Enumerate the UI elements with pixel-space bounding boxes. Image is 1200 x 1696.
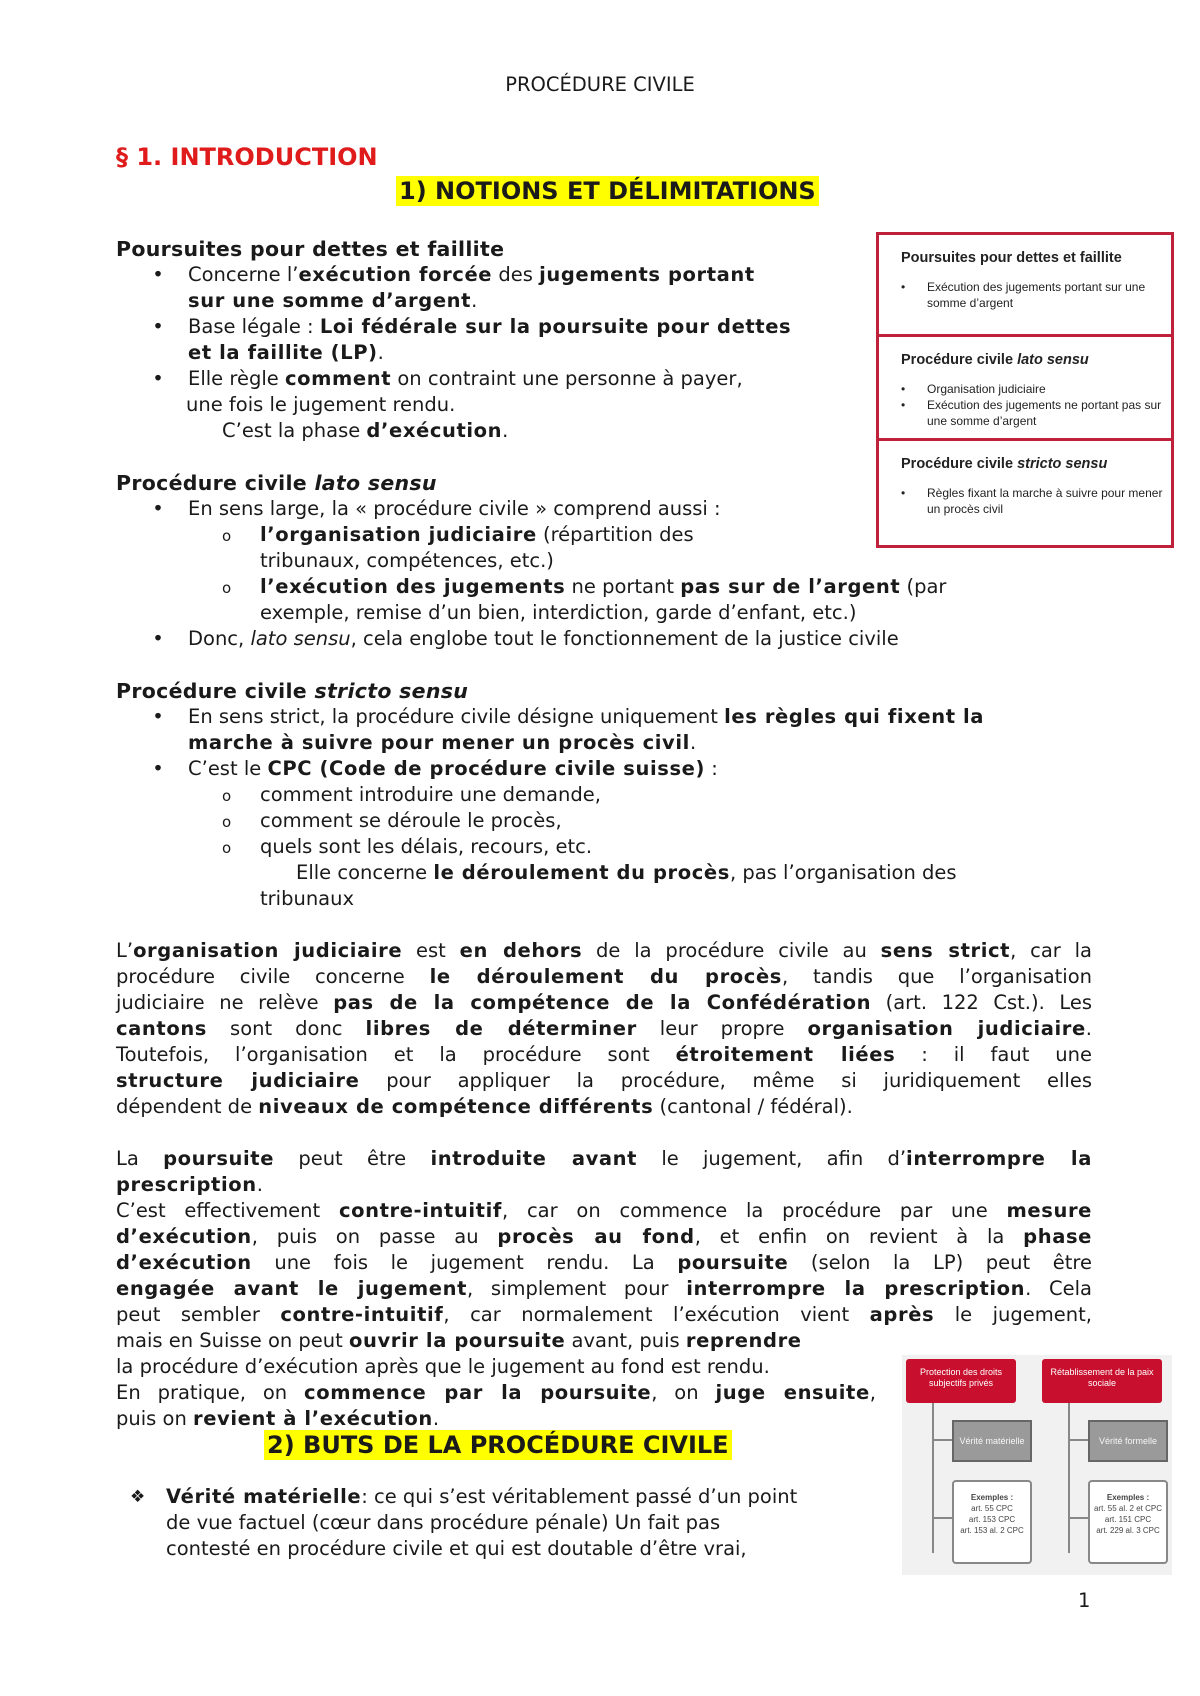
list-item-cont: marche à suivre pour mener un procès civil. — [188, 731, 697, 754]
figure-box-stricto — [876, 438, 1174, 548]
sub-list-item: comment introduire une demande, — [260, 783, 601, 806]
paragraph-line: puis on revient à l’exécution. — [116, 1407, 440, 1430]
figure-box-item: • Règles fixant la marche à suivre pour mener un procès civil — [901, 485, 1171, 517]
bullet-icon: • — [152, 315, 164, 338]
paragraph-line: d’exécution, puis on passe au procès au fond, et enfin on revient à la phase — [116, 1225, 1092, 1248]
figure-box-lato — [876, 334, 1174, 444]
list-item-cont: une fois le jugement rendu. — [186, 393, 456, 416]
paragraph-line: En pratique, on commence par la poursuite, on juge ensuite, — [116, 1381, 876, 1404]
diagram-box-retablissement: Rétablissement de la paix sociale — [1042, 1359, 1162, 1403]
paragraph-line: C’est effectivement contre-intuitif, car on commence la procédure par une mesure — [116, 1199, 1092, 1222]
heading-buts: 2) BUTS DE LA PROCÉDURE CIVILE — [264, 1430, 732, 1460]
subheading-poursuites: Poursuites pour dettes et faillite — [116, 237, 505, 261]
figure-box-poursuites — [876, 232, 1174, 340]
diagram-connector — [1068, 1439, 1088, 1441]
figure-box-title: Procédure civile stricto sensu — [901, 456, 1108, 472]
paragraph-line: La poursuite peut être introduite avant le jugement, afin d’interrompre la — [116, 1147, 1092, 1170]
list-item: C’est le CPC (Code de procédure civile suisse) : — [188, 757, 718, 780]
paragraph-line: la procédure d’exécution après que le jugement au fond est rendu. — [116, 1355, 770, 1378]
diagram-box-verite-formelle: Vérité formelle — [1088, 1420, 1168, 1462]
diagram-connector — [932, 1403, 934, 1553]
diagram-connector — [932, 1517, 952, 1519]
diagram-connector — [1068, 1517, 1088, 1519]
paragraph-line: judiciaire ne relève pas de la compétence de la Confédération (art. 122 Cst.). Les — [116, 991, 1093, 1014]
sub-list-item: quels sont les délais, recours, etc. — [260, 835, 593, 858]
diagram-connector — [932, 1439, 952, 1441]
paragraph-line: peut sembler contre-intuitif, car normalement l’exécution vient après le jugement, — [116, 1303, 1092, 1326]
paragraph-line: prescription. — [116, 1173, 263, 1196]
sub-bullet-icon: o — [222, 787, 232, 805]
paragraph-line: d’exécution une fois le jugement rendu. La poursuite (selon la LP) peut être — [116, 1251, 1092, 1274]
list-item: En sens strict, la procédure civile désigne uniquement les règles qui fixent la — [188, 705, 985, 728]
sub-list-item-cont: tribunaux — [260, 887, 355, 910]
bullet-icon: • — [152, 705, 164, 728]
heading-notions: 1) NOTIONS ET DÉLIMITATIONS — [396, 176, 819, 206]
subheading-stricto-sensu: Procédure civile stricto sensu — [116, 679, 469, 703]
figure-box-item: • Organisation judiciaire — [901, 381, 1171, 397]
list-item-cont: sur une somme d’argent. — [188, 289, 478, 312]
sub-list-item: l’exécution des jugements ne portant pas sur de l’argent (par — [260, 575, 947, 598]
diagram-box-protection: Protection des droits subjectifs privés — [906, 1359, 1016, 1403]
list-item-cont: et la faillite (LP). — [188, 341, 384, 364]
section-title: § 1. INTRODUCTION — [116, 143, 378, 171]
paragraph-line: mais en Suisse on peut ouvrir la poursuite avant, puis reprendre — [116, 1329, 802, 1352]
figure-box-item: • Exécution des jugements portant sur une somme d’argent — [901, 279, 1171, 311]
paragraph-line: engagée avant le jugement, simplement pour interrompre la prescription. Cela — [116, 1277, 1092, 1300]
list-item-cont: C’est la phase d’exécution. — [222, 419, 509, 442]
sub-bullet-icon: o — [222, 839, 232, 857]
sub-bullet-icon: o — [222, 579, 232, 597]
diagram-verite — [902, 1355, 1172, 1575]
diamond-bullet-icon: ❖ — [130, 1487, 146, 1507]
page-number: 1 — [1078, 1589, 1091, 1612]
list-item-cont: contesté en procédure civile et qui est doutable d’être vrai, — [166, 1537, 747, 1560]
subheading-lato-sensu: Procédure civile lato sensu — [116, 471, 437, 495]
figure-box-title: Poursuites pour dettes et faillite — [901, 250, 1122, 266]
bullet-icon: • — [152, 497, 164, 520]
paragraph-line: procédure civile concerne le déroulement du procès, tandis que l’organisation — [116, 965, 1092, 988]
paragraph-line: L’organisation judiciaire est en dehors de la procédure civile au sens strict, car la — [116, 939, 1093, 962]
sub-list-item: comment se déroule le procès, — [260, 809, 562, 832]
diagram-box-examples-left: Exemples : art. 55 CPC art. 153 CPC art. 153 al. 2 CPC — [952, 1480, 1032, 1564]
paragraph-poursuite — [116, 1146, 1092, 1198]
sub-bullet-icon: o — [222, 813, 232, 831]
list-item: Vérité matérielle: ce qui s’est véritablement passé d’un point — [166, 1485, 798, 1508]
figure-box-item: • Exécution des jugements ne portant pas sur une somme d’argent — [901, 397, 1171, 429]
paragraph-line: dépendent de niveaux de compétence différents (cantonal / fédéral). — [116, 1095, 853, 1118]
bullet-icon: • — [152, 367, 164, 390]
bullet-icon: • — [152, 263, 164, 286]
bullet-icon: • — [152, 757, 164, 780]
sub-list-item-cont: Elle concerne le déroulement du procès, pas l’organisation des — [296, 861, 957, 884]
figure-box-title: Procédure civile lato sensu — [901, 352, 1089, 368]
paragraph-line: structure judiciaire pour appliquer la procédure, même si juridiquement elles — [116, 1069, 1092, 1092]
list-item: Base légale : Loi fédérale sur la poursuite pour dettes — [188, 315, 792, 338]
diagram-box-examples-right: Exemples : art. 55 al. 2 et CPC art. 151 CPC art. 229 al. 3 CPC — [1088, 1480, 1168, 1564]
list-item-cont: de vue factuel (cœur dans procédure pénale) Un fait pas — [166, 1511, 721, 1534]
bullet-icon: • — [152, 627, 164, 650]
paragraph-organisation — [116, 938, 1092, 1120]
paragraph-line: Toutefois, l’organisation et la procédure sont étroitement liées : il faut une — [116, 1043, 1093, 1066]
list-item: Elle règle comment on contraint une personne à payer, — [188, 367, 743, 390]
sub-list-item: l’organisation judiciaire (répartition des — [260, 523, 694, 546]
list-item: En sens large, la « procédure civile » comprend aussi : — [188, 497, 721, 520]
sub-list-item-cont: tribunaux, compétences, etc.) — [260, 549, 554, 572]
paragraph-line: cantons sont donc libres de déterminer leur propre organisation judiciaire. — [116, 1017, 1092, 1040]
diagram-box-verite-materielle: Vérité matérielle — [952, 1420, 1032, 1462]
running-header: PROCÉDURE CIVILE — [505, 73, 695, 96]
diagram-connector — [1068, 1403, 1070, 1553]
sub-bullet-icon: o — [222, 527, 232, 545]
list-item: Donc, lato sensu, cela englobe tout le fonctionnement de la justice civile — [188, 627, 899, 650]
list-item: Concerne l’exécution forcée des jugements portant — [188, 263, 755, 286]
sub-list-item-cont: exemple, remise d’un bien, interdiction, garde d’enfant, etc.) — [260, 601, 857, 624]
